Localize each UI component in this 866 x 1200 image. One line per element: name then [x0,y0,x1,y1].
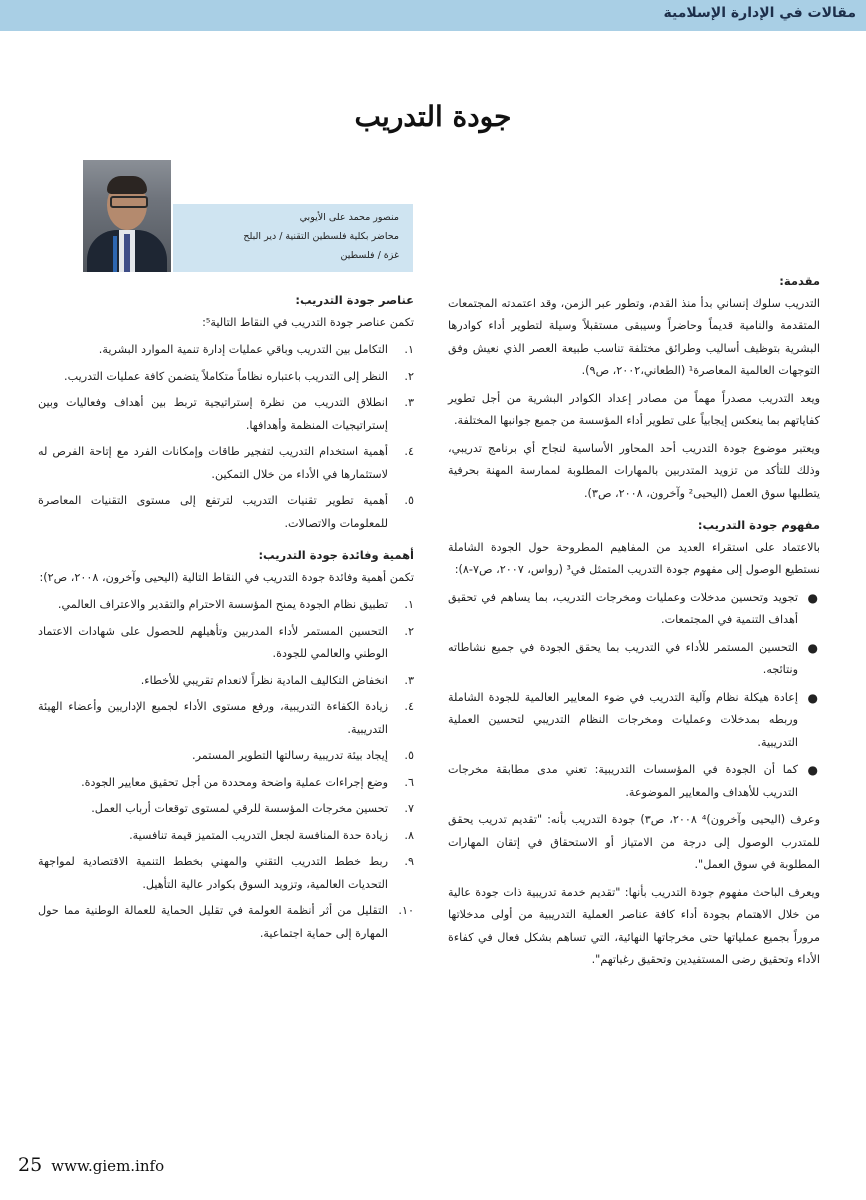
list-item: ٢. التحسين المستمر لأداء المدربين وتأهيلهم للحصول على شهادات الاعتماد الوطني والعالمي للجودة. [38,624,414,660]
list-item: ● كما أن الجودة في المؤسسات التدريبية: تعني مدى مطابقة مخرجات التدريب للأهداف والمعايير الموضوعة. [448,759,820,804]
list-item: ٩. ربط خطط التدريب التقني والمهني بخطط التنمية الاقتصادية لمواجهة التحديات العالمية، وتزويد السوق بكوادر عالية التأهيل. [38,855,414,891]
concept-intro: بالاعتماد على استقراء العديد من المفاهيم المطروحة حول الجودة الشاملة نستطيع الوصول إلى مفهوم جودة التدريب المتمثل في³ (رواس، ٢٠٠٧، ص٧-٨): [448,540,820,576]
page-number: 25 [18,1154,43,1176]
page-footer [18,1154,164,1176]
list-item: ٥. أهمية تطوير تقنيات التدريب لترتفع إلى مستوى التقنيات المعاصرة للمعلومات والاتصالات. [38,494,414,530]
list-item: ١٠. التقليل من أثر أنظمة العولمة في تقليل الحماية للعمالة الوطنية مما حول المهارة إلى حماية اجتماعية. [38,904,414,940]
author-location: غزة / فلسطين [340,250,399,261]
intro-paragraph: التدريب سلوك إنساني بدأ منذ القدم، وتطور عبر الزمن، وقد اعتمدته المجتمعات المتقدمة والنامية قديماً وحاضراً وسيبقى مستقبلاً وسيلة لتطوير أداء كوادرها البشرية بتوظيف أساليب وطرائق مختلفة تناسب طبيعة العصر الذي نعيش وفق التوجهات العالمية المعاصرة¹ (الطعاني،٢٠٠٢، ص٩). [448,296,820,377]
definition-paragraph: وعرف (اليحيى وآخرون)⁴ ٢٠٠٨، ص٣) جودة التدريب بأنه: "تقديم تدريب يحقق للمتدرب الوصول إلى درجة من الامتياز أو الاستحقاق في إتقان المهارات المطلوبة في سوق العمل". [448,813,821,871]
author-name: منصور محمد على الأيوبي [299,212,399,223]
author-photo [83,160,171,272]
elements-list [38,339,414,535]
list-item: ٤. زيادة الكفاءة التدريبية، ورفع مستوى الأداء لجميع الإداريين وأعضاء الهيئة التدريبية. [38,700,414,736]
elements-heading: عناصر جودة التدريب: [295,293,414,307]
importance-heading: أهمية وفائدة جودة التدريب: [258,548,414,562]
elements-intro: تكمن عناصر جودة التدريب في النقاط التالية⁵: [202,315,414,329]
page-title: جودة التدريب [354,100,512,133]
list-item: ٣. انخفاض التكاليف المادية نظراً لانعدام تقريبي للأخطاء. [140,673,414,687]
list-item: ٣. انطلاق التدريب من نظرة إستراتيجية تربط بين أهداف وفعاليات وبين إستراتيجيات المنظمة وأهدافها. [38,396,414,432]
list-item: ● تجويد وتحسين مدخلات وعمليات ومخرجات التدريب، بما يساهم في تحقيق أهداف التنمية في المجتمعات. [448,587,820,632]
importance-intro: تكمن أهمية وفائدة جودة التدريب في النقاط التالية (اليحيى وآخرون، ٢٠٠٨، ص٢): [39,570,414,584]
concept-heading: مفهوم جودة التدريب: [697,518,820,532]
website-link[interactable]: www.giem.info [51,1157,165,1175]
bullet-icon: ● [807,640,818,655]
list-item: ● إعادة هيكلة نظام وآلية التدريب في ضوء المعايير العالمية للجودة الشاملة وربطه بمدخلات وعمليات ومخرجات النظام التدريبي لتحسين العملية التدريبية. [448,687,820,755]
list-item: ٦. وضع إجراءات عملية واضحة ومحددة من أجل تحقيق معايير الجودة. [81,775,414,789]
list-item: ٧. تحسين مخرجات المؤسسة للرقي لمستوى توقعات أرباب العمل. [91,802,414,815]
intro-heading: مقدمة: [779,274,820,288]
list-item: ٤. أهمية استخدام التدريب لتفجير طاقات وإمكانات الفرد مع إتاحة الفرص له لاستثمارها في الأداء من خلال التمكين. [38,445,414,481]
section-title: مقالات في الإدارة الإسلامية [663,5,856,21]
list-item: ١. تطبيق نظام الجودة يمنح المؤسسة الاحترام والتقدير والاعتراف العالمي. [57,598,414,611]
list-item: ● التحسين المستمر للأداء في التدريب بما يحقق الجودة في جميع نشاطاته ونتائجه. [448,637,820,682]
header-bar [0,0,866,31]
list-item: ٢. النظر إلى التدريب باعتباره نظاماً متكاملاً يتضمن كافة عمليات التدريب. [64,369,414,383]
author-position: محاضر بكلية فلسطين التقنية / دير البلح [243,231,399,242]
list-item: ٨. زيادة حدة المنافسة لجعل التدريب المتميز قيمة تنافسية. [129,828,414,842]
author-box [173,204,413,272]
bullet-icon: ● [807,763,818,777]
bullet-icon: ● [807,690,818,705]
concept-list [448,587,820,805]
importance-list [38,594,414,945]
definition-paragraph: ويعرف الباحث مفهوم جودة التدريب بأنها: "تقديم خدمة تدريبية ذات جودة عالية من خلال الاهتمام بجودة أداء كافة عناصر العملية التدريبية من أولى مدخلاتها مروراً بجميع عملياتها حتى مخرجاتها النهائية، التي تساهم بشكل فعال في كفاءة الأداء وتحقيق رضى المستفيدين وتحقيق رغباتهم". [448,885,820,966]
intro-paragraph: ويعتبر موضوع جودة التدريب أحد المحاور الأساسية لنجاح أي برنامج تدريبي، وذلك للتأكد من تزويد المتدربين بالمهارات المطلوبة لممارسة المهنة بحرفية يتطلبها سوق العمل (اليحيى² وآخرون، ٢٠٠٨، ص٣). [448,441,820,500]
left-column [38,289,414,951]
intro-paragraph: ويعد التدريب مصدراً مهماً من مصادر إعداد الكوادر البشرية من أجل تطوير كفاياتهم بما ينعكس إيجابياً على تطوير أداء المؤسسة من جميع جوانبها المختلفة. [448,391,820,427]
right-column [448,270,820,977]
bullet-icon: ● [807,590,818,605]
list-item: ١. التكامل بين التدريب وباقي عمليات إدارة تنمية الموارد البشرية. [98,343,414,356]
list-item: ٥. إيجاد بيئة تدريبية رسالتها التطوير المستمر. [192,749,414,762]
